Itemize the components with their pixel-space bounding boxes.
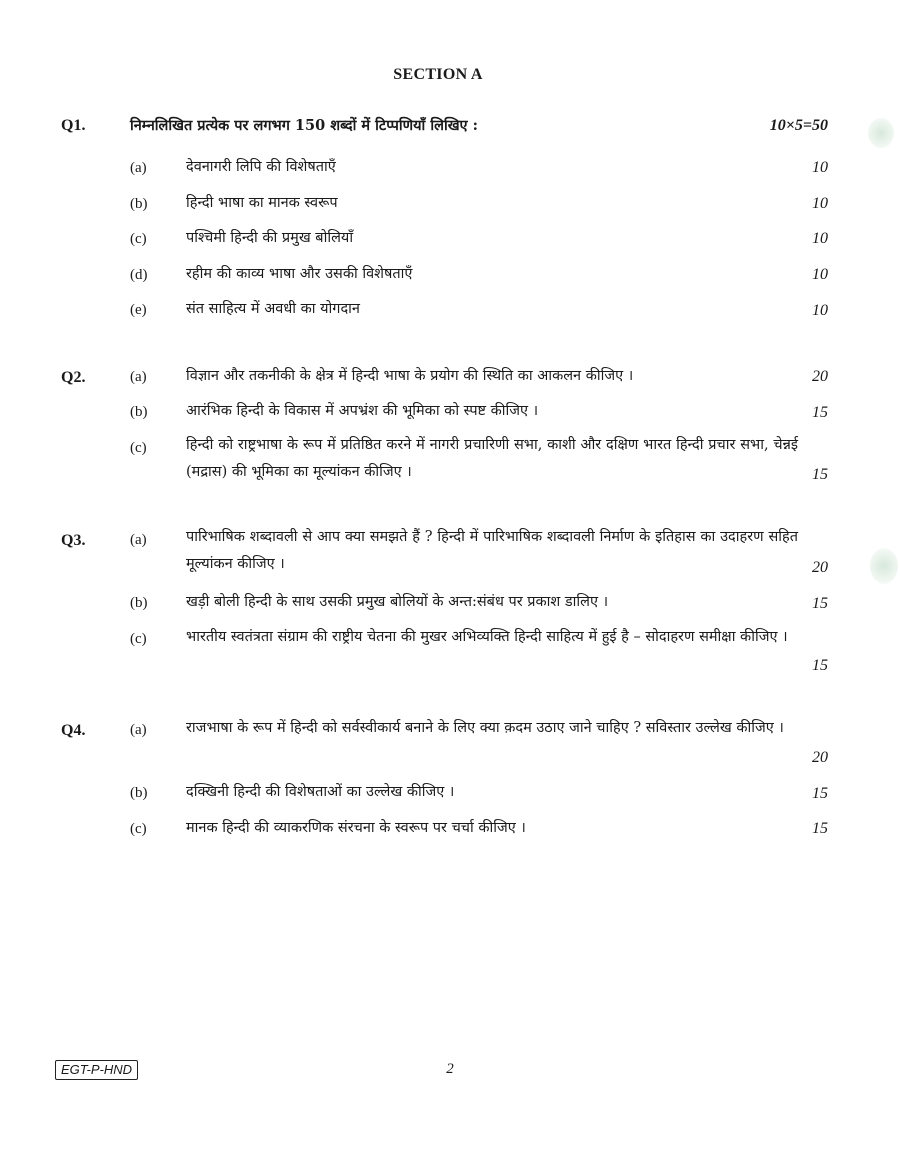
part-text: दक्खिनी हिन्दी की विशेषताओं का उल्लेख कीजिए । <box>186 784 455 800</box>
section-title: SECTION A <box>393 66 483 83</box>
part-text: मानक हिन्दी की व्याकरणिक संरचना के स्वरूप पर चर्चा कीजिए । <box>186 820 526 836</box>
page-number: 2 <box>446 1061 454 1077</box>
paper-smudge <box>870 548 898 584</box>
part-marks: 20 <box>812 559 828 576</box>
paper-smudge <box>868 118 894 148</box>
part-marks: 15 <box>812 466 828 483</box>
part-marks: 15 <box>812 595 828 612</box>
part-label: (c) <box>130 440 147 456</box>
part-text: हिन्दी को राष्ट्रभाषा के रूप में प्रतिष्ठित करने में नागरी प्रचारिणी सभा, काशी और दक्षिण भारत हिन्दी प्रचार सभा, चेन्नई (मद्रास) की भूमिका का मूल्यांकन कीजिए । <box>186 437 798 480</box>
part-label: (a) <box>130 160 147 176</box>
part-label: (a) <box>130 532 147 548</box>
part-marks: 20 <box>812 368 828 385</box>
question-number: Q2. <box>61 369 86 386</box>
part-text: रहीम की काव्य भाषा और उसकी विशेषताएँ <box>186 266 413 282</box>
part-text: पश्चिमी हिन्दी की प्रमुख बोलियाँ <box>186 230 354 246</box>
question-total-marks: 10×5=50 <box>769 117 828 134</box>
part-marks: 10 <box>812 266 828 283</box>
part-marks: 15 <box>812 404 828 421</box>
part-label: (e) <box>130 302 147 318</box>
part-label: (b) <box>130 595 148 611</box>
part-marks: 20 <box>812 749 828 766</box>
paper-code-box: EGT-P-HND <box>55 1060 138 1080</box>
part-label: (a) <box>130 722 147 738</box>
part-text: भारतीय स्वतंत्रता संग्राम की राष्ट्रीय चेतना की मुखर अभिव्यक्ति हिन्दी साहित्य में हुई है – सोदाहरण समीक्षा कीजिए । <box>186 629 788 645</box>
part-marks: 15 <box>812 785 828 802</box>
part-marks: 10 <box>812 195 828 212</box>
part-label: (c) <box>130 231 147 247</box>
part-label: (a) <box>130 369 147 385</box>
part-label: (b) <box>130 196 148 212</box>
part-text: पारिभाषिक शब्दावली से आप क्या समझते हैं ? हिन्दी में पारिभाषिक शब्दावली निर्माण के इतिहास का उदाहरण सहित मूल्यांकन कीजिए । <box>186 529 798 572</box>
part-marks: 10 <box>812 159 828 176</box>
part-label: (b) <box>130 404 148 420</box>
part-marks: 15 <box>812 820 828 837</box>
part-text: हिन्दी भाषा का मानक स्वरूप <box>186 195 338 211</box>
part-text: संत साहित्य में अवधी का योगदान <box>186 301 360 317</box>
part-label: (c) <box>130 821 147 837</box>
part-text: राजभाषा के रूप में हिन्दी को सर्वस्वीकार्य बनाने के लिए क्या क़दम उठाए जाने चाहिए ? सविस्तार उल्लेख कीजिए । <box>186 720 784 736</box>
part-text: देवनागरी लिपि की विशेषताएँ <box>186 159 336 175</box>
part-label: (c) <box>130 631 147 647</box>
question-stem: निम्नलिखित प्रत्येक पर लगभग 150 शब्दों में टिप्पणियाँ लिखिए : <box>130 117 478 134</box>
part-marks: 15 <box>812 657 828 674</box>
part-marks: 10 <box>812 302 828 319</box>
question-number: Q4. <box>61 722 86 739</box>
part-marks: 10 <box>812 230 828 247</box>
question-number: Q1. <box>61 117 86 134</box>
part-text: खड़ी बोली हिन्दी के साथ उसकी प्रमुख बोलियों के अन्त:संबंध पर प्रकाश डालिए । <box>186 594 609 610</box>
part-label: (b) <box>130 785 148 801</box>
part-label: (d) <box>130 267 148 283</box>
part-text: आरंभिक हिन्दी के विकास में अपभ्रंश की भूमिका को स्पष्ट कीजिए । <box>186 403 539 419</box>
question-number: Q3. <box>61 532 86 549</box>
part-text: विज्ञान और तकनीकी के क्षेत्र में हिन्दी भाषा के प्रयोग की स्थिति का आकलन कीजिए । <box>186 368 634 384</box>
